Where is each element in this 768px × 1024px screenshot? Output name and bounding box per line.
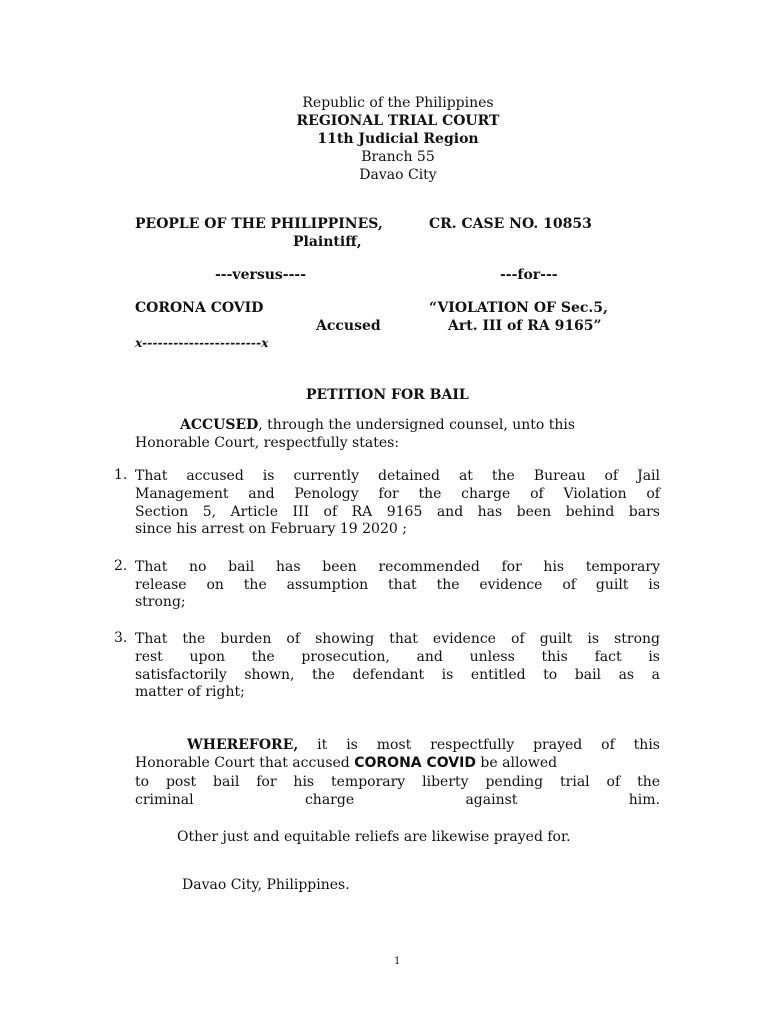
item-1-number: 1. [114,467,128,483]
item-3-line-4: matter of right; [135,684,245,700]
item-2-line-3: strong; [135,594,186,610]
wherefore-line-2-post: be allowed [475,755,558,771]
intro-line-1-text: , through the undersigned counsel, unto this [258,417,576,433]
caption-separator: x-----------------------x [135,336,269,350]
item-3-line-3: satisfactorily shown, the defendant is entitled to bail as a [135,667,660,683]
item-1-line-3: Section 5, Article III of RA 9165 and has been behind bars [135,504,660,520]
item-3-line-2: rest upon the prosecution, and unless this fact is [135,649,660,665]
wherefore-line-4: criminal charge against him. [135,792,660,808]
wherefore-line-1 [187,737,660,753]
intro-line-2: Honorable Court, respectfully states: [135,435,400,451]
charge-line-1: “VIOLATION OF Sec.5, [429,300,608,316]
wherefore-line-2 [135,755,660,771]
item-1-line-1: That accused is currently detained at the Bureau of Jail [135,468,660,484]
case-number: CR. CASE NO. 10853 [429,216,592,232]
plaintiff-label: Plaintiff, [293,234,362,250]
wherefore-lead: WHEREFORE, [187,737,299,753]
item-1-line-2: Management and Penology for the charge of Violation of [135,486,660,502]
document-title: PETITION FOR BAIL [306,387,469,403]
item-2-number: 2. [114,558,128,574]
item-2-line-2: release on the assumption that the evidence of guilt is [135,577,660,593]
item-3-line-1: That the burden of showing that evidence of guilt is strong [135,631,660,647]
charge-line-2: Art. III of RA 9165” [448,318,602,334]
page-number: 1 [394,956,401,967]
reliefs-line: Other just and equitable reliefs are likewise prayed for. [177,829,571,845]
intro-lead: ACCUSED [180,417,259,433]
place-line: Davao City, Philippines. [182,877,350,893]
wherefore-line-3: to post bail for his temporary liberty pending trial of the [135,774,660,790]
republic-line: Republic of the Philippines [302,95,494,111]
branch-line: Branch 55 [361,149,435,165]
court-name: REGIONAL TRIAL COURT [296,113,500,129]
accused-label: Accused [316,318,381,334]
item-1-line-4: since his arrest on February 19 2020 ; [135,521,407,537]
city-line: Davao City [359,167,437,183]
wherefore-line-2-pre: Honorable Court that accused [135,755,355,771]
wherefore-line-1-text: it is most respectfully prayed of this [298,737,660,753]
accused-name: CORONA COVID [135,300,264,316]
plaintiff-name: PEOPLE OF THE PHILIPPINES, [135,216,383,232]
intro-line-1 [180,417,575,433]
for-line: ---for--- [500,267,558,283]
versus-line: ---versus---- [215,267,307,283]
judicial-region: 11th Judicial Region [317,131,479,147]
item-2-line-1: That no bail has been recommended for his temporary [135,559,660,575]
wherefore-accused: CORONA COVID [354,755,476,771]
item-3-number: 3. [114,630,128,646]
